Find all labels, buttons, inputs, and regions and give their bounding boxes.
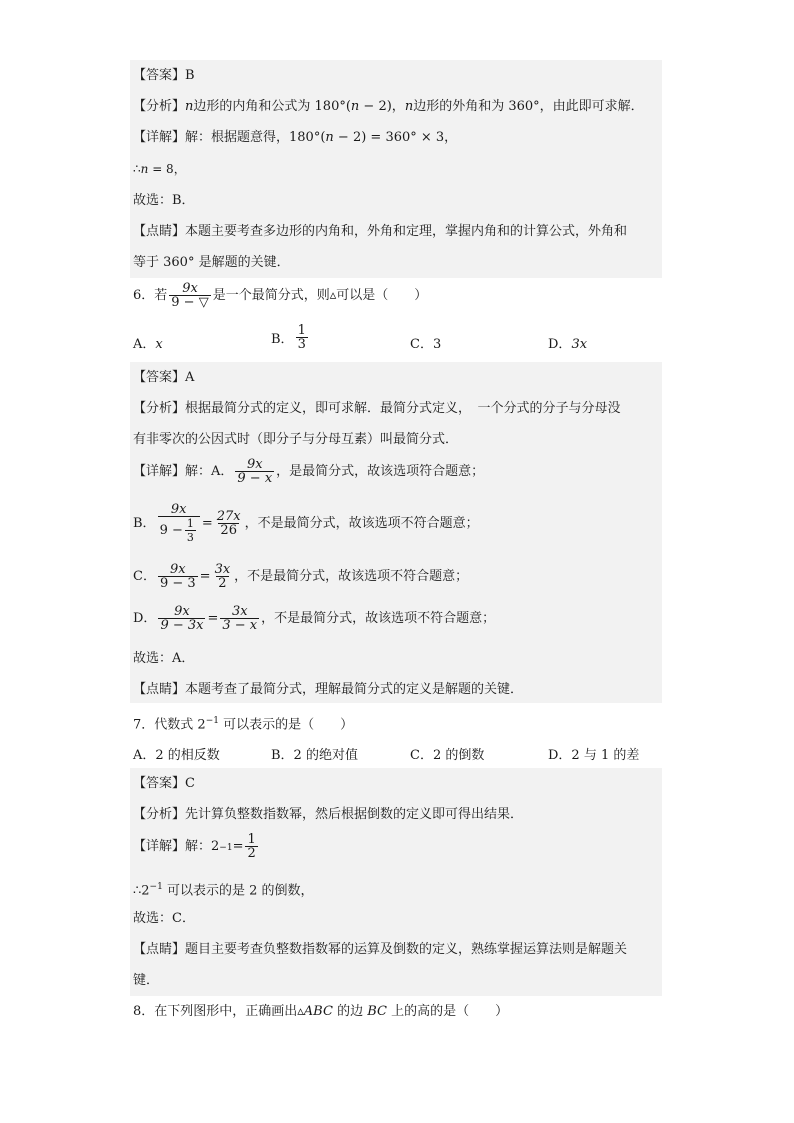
fraction-denominator: 3 − x: [222, 618, 258, 633]
q7-option-c: C．2 的倒数: [410, 748, 485, 763]
exponent: −1: [149, 882, 163, 892]
equals-sign: =: [207, 610, 219, 626]
detail-fraction: [215, 510, 243, 537]
comment-tag: 【点睛】: [133, 224, 186, 239]
fraction-numerator: 1: [186, 517, 194, 530]
stem-text: 上的高的是（ ）: [386, 1004, 509, 1019]
fraction-numerator: 9x: [170, 502, 187, 517]
detail-text: ，不是最简分式，故该选项不符合题意；: [261, 610, 496, 626]
detail-fraction: [245, 833, 257, 860]
detail-tag: 【详解】: [133, 463, 186, 479]
detail-text: ，是最简分式，故该选项符合题意；: [276, 463, 485, 479]
detail-text: 解：A．: [185, 463, 234, 479]
detail-text: B．: [133, 515, 156, 531]
q6-analysis: [133, 400, 621, 418]
detail-text: D．: [133, 610, 157, 626]
detail-text: 解：2: [185, 838, 220, 854]
nested-fraction: [185, 517, 196, 544]
fraction-denominator: 9 − 3: [159, 576, 196, 591]
stem-fraction: [169, 282, 210, 309]
stem-text: 的边: [332, 1004, 368, 1019]
detail-text: C．: [133, 568, 156, 584]
q6-analysis-cont: 有非零次的公因式时（即分子与分母互素）叫最简分式．: [133, 432, 459, 447]
q8-stem: [133, 1003, 508, 1021]
fraction-numerator: 9x: [174, 604, 190, 619]
q6-option-d: [548, 333, 587, 352]
fraction-numerator: 1: [247, 832, 256, 847]
detail-text: ，不是最简分式，故该选项不符合题意；: [244, 515, 479, 531]
analysis-tag: 【分析】: [133, 401, 186, 416]
analysis-text: − 2)，: [359, 99, 405, 114]
fraction-denominator: 9 − ▽: [171, 295, 209, 310]
q7-analysis: [133, 806, 523, 824]
q7-detail: [133, 833, 260, 860]
fraction-denominator: 9 − x: [237, 471, 273, 486]
q7-answer: 【答案】C: [133, 776, 195, 791]
option-value: 3x: [571, 337, 588, 352]
comment-text: 本题主要考查多边形的内角和，外角和定理，掌握内角和的计算公式，外角和: [185, 224, 628, 239]
exponent: −1: [205, 716, 219, 726]
detail-fraction: [235, 458, 274, 485]
analysis-text: 先计算负整数指数幂，然后根据倒数的定义即可得出结果．: [185, 807, 524, 822]
equals-sign: =: [232, 838, 244, 854]
analysis-tag: 【分析】: [133, 807, 186, 822]
detail-fraction: [158, 563, 198, 590]
q6-comment: [133, 681, 523, 699]
analysis-text: 根据最简分式的定义，即可求解．最简分式定义， 一个分式的分子与分母没: [185, 401, 621, 416]
var-n: n: [404, 99, 414, 114]
option-value: x: [155, 337, 163, 352]
q6-detail-b: [133, 503, 479, 544]
fraction-numerator: 27x: [216, 509, 241, 524]
q5-solution-block: [130, 60, 662, 278]
comment-text: 题目主要考查负整数指数幂的运算及倒数的定义，熟练掌握运算法则是解题关: [185, 942, 628, 957]
exponent: −1: [219, 843, 233, 853]
fraction-denominator: 2: [247, 846, 256, 861]
fraction-numerator: 9x: [170, 562, 186, 577]
q5-therefore: [133, 160, 186, 178]
comment-text: 本题考查了最简分式，理解最简分式的定义是解题的关键．: [185, 682, 524, 697]
fraction-numerator: 1: [297, 323, 306, 338]
q6-stem: [133, 282, 427, 309]
q5-comment: [133, 223, 627, 241]
q6-choose: 故选：A．: [133, 651, 195, 666]
detail-tag: 【详解】: [133, 838, 186, 854]
q5-comment-cont: 等于 360° 是解题的关键．: [133, 255, 290, 270]
fraction-denominator: 2: [218, 576, 227, 591]
option-label: B．: [271, 332, 294, 347]
q7-option-b: B．2 的绝对值: [271, 748, 358, 763]
q7-stem: [133, 712, 353, 734]
var-n: n: [350, 99, 360, 114]
q7-comment-cont: 键．: [133, 973, 160, 988]
fraction-denominator: [158, 516, 200, 544]
analysis-text: 边形的外角和为 360°，由此即可求解．: [413, 99, 644, 114]
comment-tag: 【点睛】: [133, 682, 186, 697]
q6-answer: 【答案】A: [133, 370, 195, 385]
q6-detail-c: [133, 563, 468, 590]
fraction-denominator: 9 − 3x: [160, 618, 204, 633]
equals-sign: =: [201, 515, 213, 531]
fraction-numerator: 9x: [182, 281, 198, 296]
fraction-denominator: 26: [220, 523, 237, 538]
fraction-denominator: 3: [297, 337, 306, 352]
detail-text: − 2) = 360° × 3，: [333, 130, 458, 145]
detail-fraction: [213, 563, 233, 590]
side-name: BC: [367, 1004, 387, 1019]
stem-text: 8．在下列图形中，正确画出▵: [133, 1004, 304, 1019]
q7-option-a: A．2 的相反数: [133, 748, 220, 763]
detail-text: 解：根据题意得，180°(: [185, 130, 326, 145]
q5-detail: [133, 129, 457, 147]
stem-text: 7．代数式 2: [133, 717, 206, 733]
fraction-numerator: 3x: [231, 604, 248, 619]
stem-text: 是一个最简分式，则▵可以是（ ）: [212, 287, 428, 303]
comment-tag: 【点睛】: [133, 942, 186, 957]
q7-choose: 故选：C．: [133, 911, 195, 926]
q5-analysis: [133, 98, 644, 116]
fraction-denominator: 3: [186, 531, 194, 544]
var-n: n: [325, 130, 334, 145]
var-n: n: [185, 99, 194, 114]
therefore-text: ∴2: [133, 883, 150, 899]
fraction-numerator: 3x: [214, 562, 231, 577]
therefore-symbol: ∴: [133, 162, 141, 176]
option-label: A．: [133, 337, 156, 352]
stem-text: 6．若: [133, 287, 168, 303]
option-label: D．: [548, 337, 572, 352]
therefore-text: = 8，: [148, 162, 186, 176]
detail-fraction: [158, 605, 205, 632]
var-n: n: [140, 162, 149, 176]
q5-answer: 【答案】B: [133, 68, 195, 83]
option-fraction: [296, 324, 308, 351]
detail-text: ，不是最简分式，故该选项不符合题意；: [234, 568, 469, 584]
therefore-text: 可以表示的是 2 的倒数，: [162, 883, 314, 899]
detail-fraction: [158, 503, 200, 544]
q6-detail-d: [133, 605, 495, 632]
triangle-name: ABC: [303, 1004, 333, 1019]
q6-detail-a: [133, 458, 484, 485]
q6-option-a: [133, 333, 163, 352]
detail-tag: 【详解】: [133, 130, 186, 145]
q7-therefore: [133, 878, 314, 900]
stem-text: 可以表示的是（ ）: [218, 717, 354, 733]
fraction-numerator: 9x: [246, 457, 263, 472]
q7-comment: [133, 941, 627, 959]
q5-choose: 故选：B．: [133, 193, 195, 208]
analysis-text: 边形的内角和公式为 180°(: [193, 99, 351, 114]
detail-fraction: [220, 605, 259, 632]
equals-sign: =: [199, 568, 211, 584]
denominator-text: 9 −: [159, 523, 183, 538]
q6-option-c: C．3: [410, 337, 442, 352]
analysis-tag: 【分析】: [133, 99, 186, 114]
q6-option-b: [271, 324, 310, 351]
q7-option-d: D．2 与 1 的差: [548, 748, 640, 763]
